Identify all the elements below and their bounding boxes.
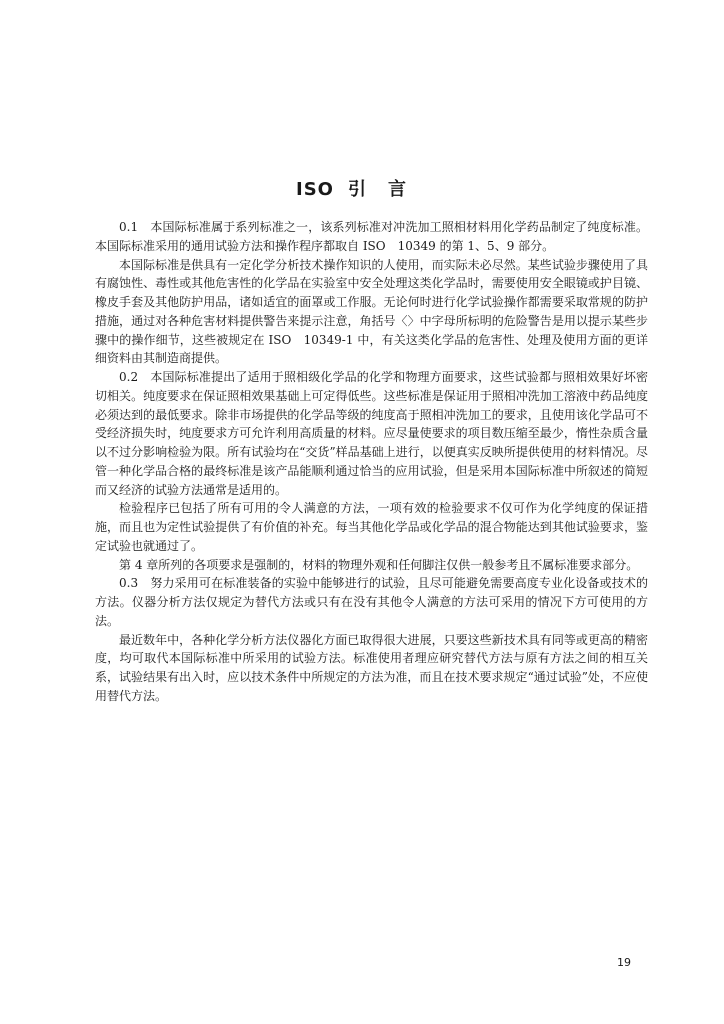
paragraph-safety: 本国际标准是供具有一定化学分析技术操作知识的人使用，而实际未必尽然。某些试验步骤使用了具有腐蚀性、毒性或其他危害性的化学品在实验室中安全处理这类化学品时，需要使用安全眼镜或护目镜、橡皮手套及其他防护用品，诸如适宜的面罩或工作服。无论何时进行化学试验操作都需要采取常规的防护措施，通过对各种危害材料提供警告来提示注意，角括号〈〉中字母所标明的危险警告是用以提示某些步骤中的操作细节，这些被规定在 ISO 10349-1 中，有关这类化学品的危害性、处理及使用方面的更详细资料由其制造商提供。 [95,257,648,366]
paragraph-0-3: 0.3 努力采用可在标准装备的实验中能够进行的试验，且尽可能避免需要高度专业化设备或技术的方法。仪器分析方法仅规定为替代方法或只有在没有其他令人满意的方法可采用的情况下方可使用的方法。 [95,576,648,628]
document-body [95,218,648,706]
paragraph-instrumental-methods: 最近数年中，各种化学分析方法仪器化方面已取得很大进展，只要这些新技术具有同等或更高的精密度，均可取代本国际标准中所采用的试验方法。标准使用者理应研究替代方法与原有方法之间的相互关系，试验结果有出入时，应以技术条件中所规定的方法为准，而且在技术要求规定“通过试验”处，不应使用替代方法。 [95,632,648,703]
paragraph-chapter-4: 第 4 章所列的各项要求是强制的，材料的物理外观和任何脚注仅供一般参考且不属标准要求部分。 [119,557,639,572]
title-prefix: ISO [296,179,334,200]
paragraph-test-procedures: 检验程序已包括了所有可用的令人满意的方法，一项有效的检验要求不仅可作为化学纯度的保证措施，而且也为定性试验提供了有价值的补充。每当其他化学品或化学品的混合物能达到其他试验要求，鉴定试验也就通过了。 [95,501,648,553]
paragraph-0-2: 0.2 本国际标准提出了适用于照相级化学品的化学和物理方面要求，这些试验都与照相效果好坏密切相关。纯度要求在保证照相效果基础上可定得低些。这些标准是保证用于照相冲洗加工溶液中药品纯度必须达到的最低要求。除非市场提供的化学品等级的纯度高于照相冲洗加工的要求，且使用该化学品可不受经济损失时，纯度要求方可允许利用高质量的材料。应尽量使要求的项目数压缩至最少，惰性杂质含量以不过分影响检验为限。所有试验均在“交货”样品基础上进行，以便真实反映所提供使用的材料情况。尽管一种化学品合格的最终标准是该产品能顺利通过恰当的应用试验，但是采用本国际标准中所叙述的简短而又经济的试验方法通常是适用的。 [95,370,648,497]
page-title [0,175,724,201]
title-text: 引言 [347,179,428,200]
page-number: 19 [617,956,631,969]
paragraph-0-1: 0.1 本国际标准属于系列标准之一，该系列标准对冲洗加工照相材料用化学药品制定了纯度标准。本国际标准采用的通用试验方法和操作程序都取自 ISO 10349 的第 1、5、9 部分。 [95,220,648,253]
